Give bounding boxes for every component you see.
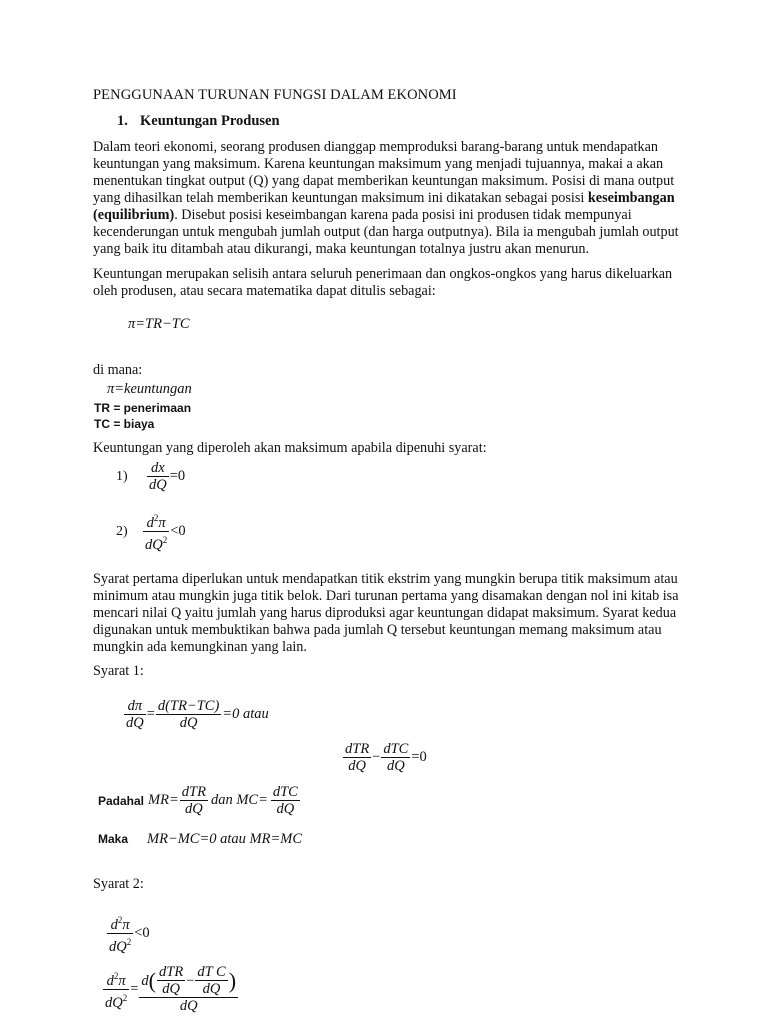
equation-syarat-2a: $\frac{d^2\pi}{dQ^2}$ <0: [106, 912, 150, 955]
syarat-1-label: Syarat 1:: [93, 663, 144, 679]
equation-syarat-2b: $\frac{d^2\pi}{dQ^2}$ = d ( $\frac{\text{dTR}}{dQ}$ − $\frac{\text{dT C}}{dQ}$ ) dQ: [105, 964, 237, 1014]
condition-1: 1) $\frac{dx}{dQ}$ =0: [116, 460, 186, 493]
syarat-2-label: Syarat 2:: [93, 876, 144, 892]
section-heading: [117, 113, 280, 130]
padahal-label: Padahal: [98, 793, 145, 808]
definition-tr: TR = penerimaan: [94, 401, 192, 415]
condition-2-fraction: $\frac{d^2\pi}{dQ^2}$: [143, 510, 169, 553]
condition-2: 2) $\frac{d^2\pi}{dQ^2}$ <0: [116, 510, 186, 553]
paragraph-conditions: Keuntungan yang diperoleh akan maksimum apabila dipenuhi syarat:: [93, 440, 487, 456]
equation-profit: π=TR−TC: [128, 316, 190, 332]
paragraph-explanation: Syarat pertama diperlukan untuk mendapatkan titik ekstrim yang mungkin berupa titik maksimum atau minimum atau mungkin juga titik belok. Dari turunan pertama yang disamakan dengan nol ini kitab isa mencari nilai Q yaitu jumlah yang harus diproduksi agar keuntungan didapat maksimum. Syarat kedua digunakan untuk membuktikan bahwa pada jumlah Q tersebut keuntungan memang maksimum atau mungkin ada kemungkinan yang lain.: [93, 571, 679, 655]
paragraph-definition: Keuntungan merupakan selisih antara seluruh penerimaan dan ongkos-ongkos yang harus dikeluarkan oleh produsen, atau secara matematika dapat ditulis sebagai:: [93, 266, 673, 299]
equation-padahal: Padahal MR= $\frac{\text{dTR}}{dQ}$ dan MC= $\frac{\text{dTC}}{dQ}$: [98, 784, 298, 817]
section-number: 1.: [117, 113, 128, 129]
equation-syarat-1b: $\frac{\text{dTR}}{dQ}$ − $\frac{\text{dTC}}{dQ}$ =0: [345, 741, 427, 774]
definition-tc: TC = biaya: [94, 417, 155, 431]
definition-pi: π=keuntungan: [107, 381, 192, 397]
maka-label: Maka: [98, 832, 129, 846]
condition-1-fraction: $\frac{dx}{dQ}$: [149, 460, 167, 493]
equation-maka: Maka MR−MC=0 atau MR=MC: [98, 831, 303, 847]
document-title: PENGGUNAAN TURUNAN FUNGSI DALAM EKONOMI: [93, 87, 457, 103]
section-title: Keuntungan Produsen: [140, 113, 280, 129]
dimana-label: di mana:: [93, 362, 143, 378]
term-keseimbangan: keseimbangan (equilibrium): [93, 190, 675, 223]
paragraph-intro: Dalam teori ekonomi, seorang produsen dianggap memproduksi barang-barang untuk mendapatkan keuntungan yang maksimum. Karena keuntungan maksimum yang menjadi tujuannya, makai a akan menentukan tingkat output (Q) yang dapat memberikan keuntungan maksimum. Posisi di mana output yang dihasilkan telah memberikan keuntungan maksimum ini dikatakan sebagai posisi keseimbangan (equilibrium). Disebut posisi keseimbangan karena pada posisi ini produsen tidak mempunyai kecenderungan untuk mengubah jumlah output (dan harga outputnya). Bila ia mengubah jumlah output yang baik itu ditambah atau dikurangi, maka keuntungan totalnya justru akan menurun.: [93, 139, 679, 257]
equation-syarat-1a: $\frac{d\pi}{dQ}$ = $\frac{d(TR-TC)}{dQ}$ =0 atau: [126, 698, 269, 731]
